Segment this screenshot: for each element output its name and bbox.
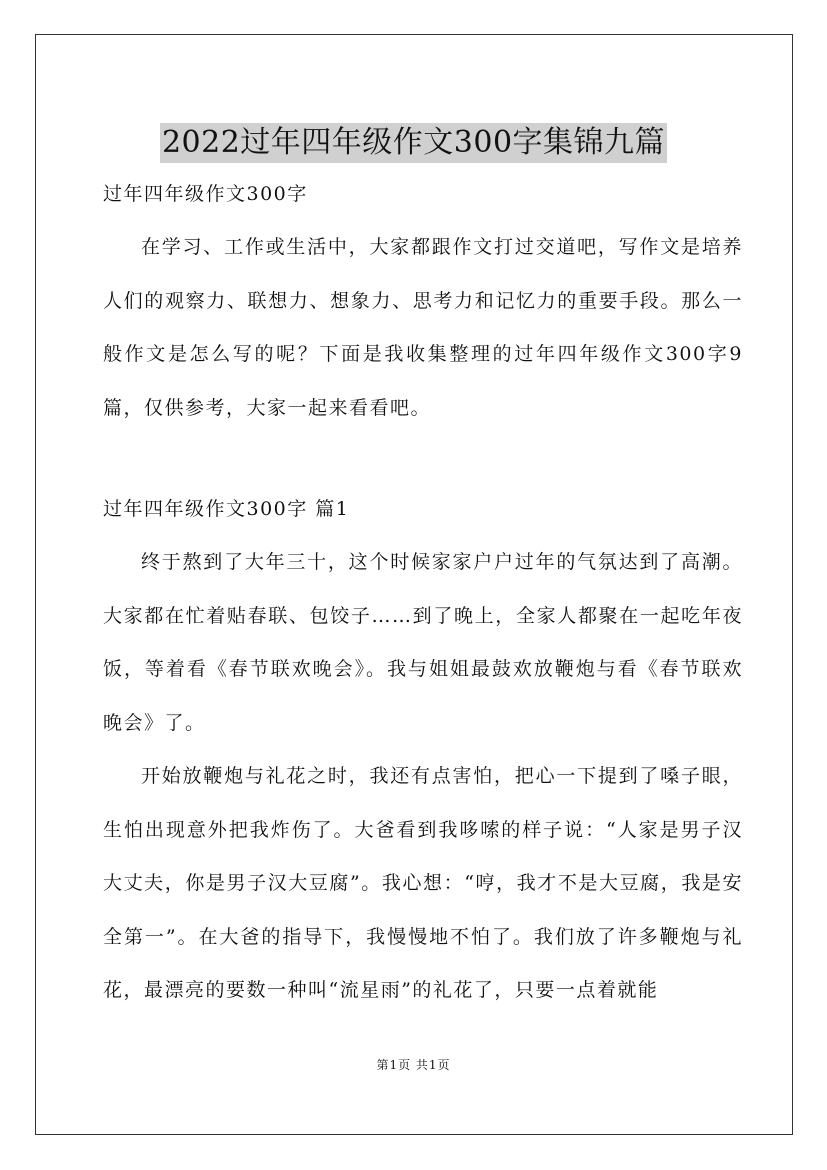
body-paragraph: 开始放鞭炮与礼花之时，我还有点害怕，把心一下提到了嗓子眼，生怕出现意外把我炸伤了。大爸看到我哆嗦的样子说：“人家是男子汉大丈夫，你是男子汉大豆腐”。我心想：“哼，我才不是大豆腐，我是安全第一”。在大爸的指导下，我慢慢地不怕了。我们放了许多鞭炮与礼花，最漂亮的要数一种叫“流星雨”的礼花了，只要一点着就能 xyxy=(103,765,743,1001)
page-footer: 第1页 共1页 xyxy=(376,1058,451,1072)
body-paragraph: 终于熬到了大年三十，这个时候家家户户过年的气氛达到了高潮。大家都在忙着贴春联、包饺子……到了晚上，全家人都聚在一起吃年夜饭，等着看《春节联欢晚会》。我与姐姐最鼓欢放鞭炮与看《春节联欢晚会》了。 xyxy=(103,551,743,734)
section-heading: 过年四年级作文300字 篇1 xyxy=(103,498,350,520)
intro-paragraph: 在学习、工作或生活中，大家都跟作文打过交道吧，写作文是培养人们的观察力、联想力、想象力、思考力和记忆力的重要手段。那么一般作文是怎么写的呢？下面是我收集整理的过年四年级作文300字9篇，仅供参考，大家一起来看看吧。 xyxy=(103,236,743,419)
document-body xyxy=(103,168,743,1018)
document-title: 2022过年四年级作文300字集锦九篇 xyxy=(160,123,667,163)
intro-heading: 过年四年级作文300字 xyxy=(103,183,308,205)
